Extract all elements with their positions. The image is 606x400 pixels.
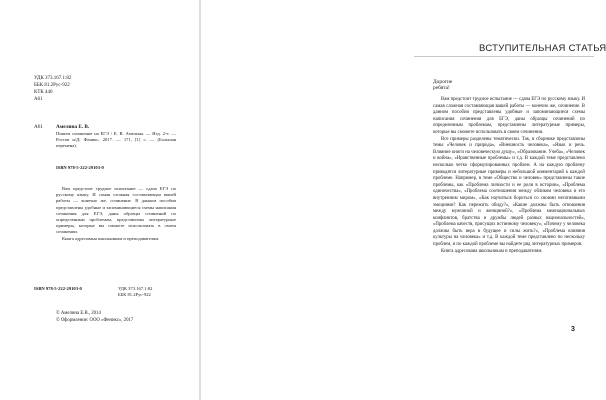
copyright-block xyxy=(56,310,133,324)
author-sign: А61 xyxy=(34,97,43,102)
author-mark: А61 xyxy=(34,124,43,130)
udc-code-bottom: УДК 373.167.1:82 xyxy=(118,286,153,291)
article-title: ВСТУПИТЕЛЬНАЯ СТАТЬЯ xyxy=(479,43,606,54)
classification-codes-bottom xyxy=(118,286,152,298)
greeting: Дорогие ребята! xyxy=(433,79,453,91)
isbn-top: ISBN 978-5-222-29103-0 xyxy=(56,165,104,170)
annotation-text: Вам предстоит трудное испытание — сдача ЕГЭ по русскому языку. И самая сложная составляющая вашей работы — конечно же, сочинение. В данном пособии представлены удобные и запоминающиеся схемы написания сочинения для ЕГЭ, даны образцы сочинений по определенным проблемам, представлены литературные примеры, которые вы сможете использовать в своем сочинении. xyxy=(56,186,176,235)
annotation-audience: Книга адресована школьникам и преподавателям. xyxy=(62,235,160,241)
bbk-code-bottom: ББК 81.2Рус-922 xyxy=(118,292,151,297)
article-paragraph: Вам предстоит трудное испытание — сдача ЕГЭ по русскому языку. И самая сложная составляющая вашей работы — конечно же, сочинение. В данном пособии представлены удобные и запоминающиеся схемы написания сочинения для ЕГЭ, даны образцы сочинений по определенным проблемам, представлены литературные примеры, которые вы сможете использовать в своем сочинении. xyxy=(433,97,585,135)
article-paragraph: Книга адресована школьникам и преподавателям. xyxy=(441,248,543,254)
title-divider xyxy=(414,56,594,57)
isbn-bottom: ISBN 978-5-222-29103-0 xyxy=(34,286,82,291)
page-number: 3 xyxy=(571,326,575,333)
copyright-author: © Амелина Е.В., 2014 xyxy=(56,311,101,316)
article-paragraph: Все примеры разделены тематически. Так, в сборнике представлены темы «Человек и природа», «Внешность человека», «Язык и речь. Влияние книги на человеческую душу», «Образование. Учеба», «Человек и война», «Нравственные проблемы» и т.д. В каждой теме представлено несколько четко сформулированных проблем. А на каждую проблему приводятся литературные примеры и небольшой комментарий к каждой проблеме. Например, в теме «Общество и человек» представлены такие проблемы, как «Проблема личности и ее роли в истории», «Проблема одиночества», «Проблема соотношения между обликом человека и его внутренним миром», «Как научиться бороться со своими негативными эмоциями? Как пережить обиду?», «Какие должны быть отношения между мужчиной и женщиной?», «Проблема межнациональных конфликтов, братства и дружбы людей разных национальностей», «Проблема качеств, присущих истинному человеку», «Почему у человека должны быть вера в будущее и силы жить?», «Проблема влияния культуры на человека» и т.д. В каждой теме представлено по нескольку проблем, и по каждой проблеме вы найдете ряд литературных примеров. xyxy=(433,136,585,248)
author-name: Амелина Е. В. xyxy=(56,124,90,130)
ktk-code: КТК 440 xyxy=(34,90,53,95)
bbk-code: ББК 81.2Рус-922 xyxy=(34,83,70,88)
introduction-page xyxy=(201,0,606,400)
copyright-design: © Оформление: ООО «Феникс», 2017 xyxy=(56,318,134,323)
article-body xyxy=(433,97,585,255)
annotation xyxy=(56,186,176,242)
author-heading xyxy=(34,124,89,131)
classification-codes-top xyxy=(34,75,71,103)
bibliographic-description: Пишем сочинение на ЕГЭ / Е. В. Амелина. — Изд. 2-е. — Ростов н/Д: Феникс, 2017. — 171, [1] с. — (Большая перемена). xyxy=(56,131,176,149)
imprint-page xyxy=(0,0,199,400)
udc-code: УДК 373.167.1:82 xyxy=(34,76,72,81)
